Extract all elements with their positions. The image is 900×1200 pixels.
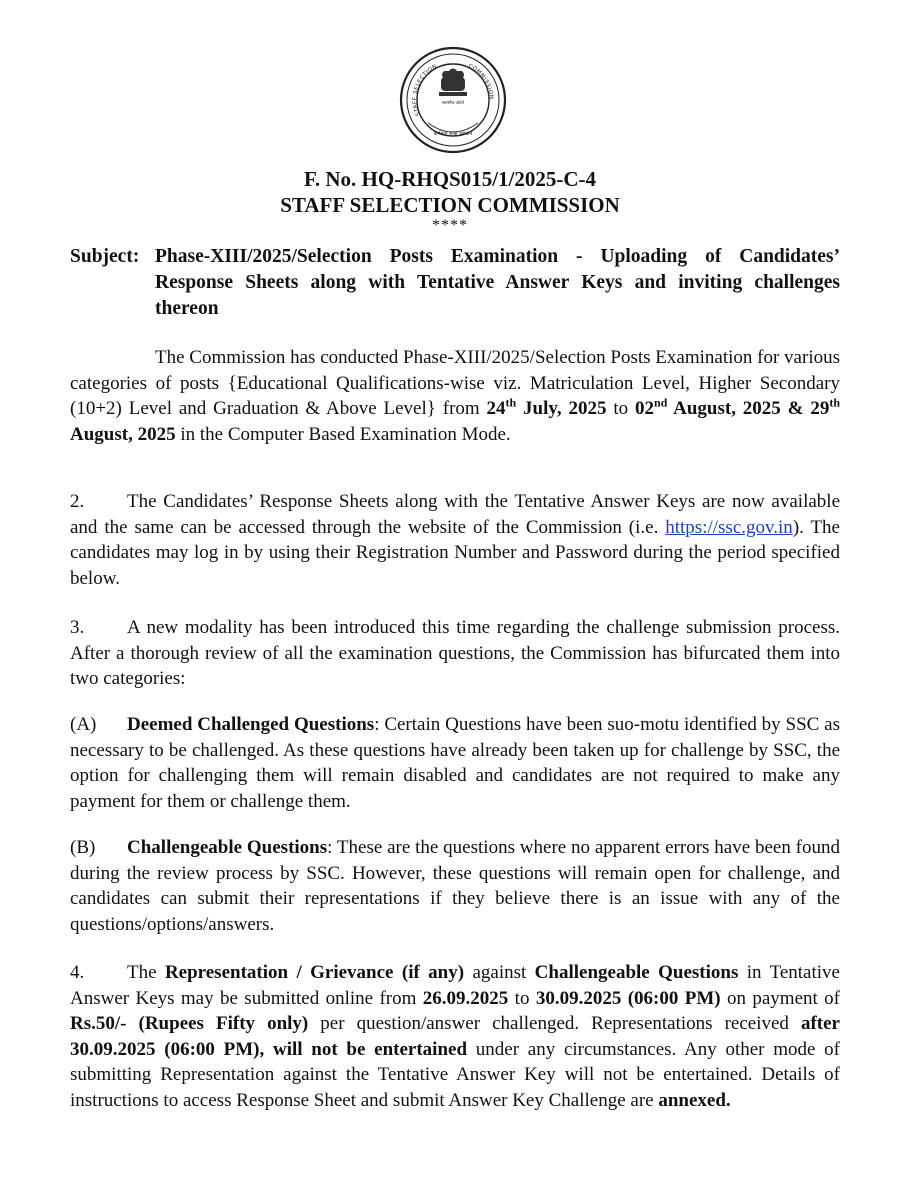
- file-number: F. No. HQ-RHQS015/1/2025-C-4: [303, 167, 597, 191]
- document-header: [0, 166, 900, 234]
- paragraph-3: 3. A new modality has been introduced this time regarding the challenge submission process. After a thorough review of all the examination questions, the Commission has bifurcated them into two categories:: [70, 617, 840, 690]
- category-b: (B) Challengeable Questions: These are the questions where no apparent errors have been found during the review process by SSC. However, these questions will remain open for challenge, and candidates can submit their representations if they believe there is an issue with any of the questions/options/answers.: [70, 837, 840, 935]
- separator-stars: ****: [432, 217, 468, 234]
- paragraph-number: 2.: [70, 491, 85, 512]
- ssc-seal-logo: [398, 45, 508, 155]
- organization-name: STAFF SELECTION COMMISSION: [280, 193, 620, 217]
- seal-inner-text: सत्यमेव जयते: [441, 101, 465, 106]
- category-a: (A) Deemed Challenged Questions: Certain Questions have been suo-motu identified by SSC as necessary to be challenged. As these questions have already been taken up for challenge by SSC, the option for challenging them will remain disabled and candidates are not required to make any payment for them or challenge them.: [70, 714, 841, 812]
- svg-text:STAFF SELECTION: STAFF SELECTION: [412, 63, 439, 117]
- svg-text:COMMISSION: COMMISSION: [467, 63, 494, 100]
- category-b-title: Challengeable Questions: [127, 837, 328, 858]
- paragraph-2: 2. The Candidates’ Response Sheets along with the Tentative Answer Keys are now available and the same can be accessed through the website of the Commission (i.e. https://ssc.gov.in). The candidates may log in by using their Registration Number and Password during the period specified below.: [70, 491, 840, 589]
- subject-label: Subject:: [70, 246, 140, 267]
- paragraph-number: 3.: [70, 617, 85, 638]
- paragraph-1: The Commission has conducted Phase-XIII/2025/Selection Posts Examination for various categories of posts {Educational Qualifications-wise viz. Matriculation Level, Higher Secondary (10+2) Level and Graduation & Above Level} from 24th July, 2025 to 02nd August, 2025 & 29th August, 2025 in the Computer Based Examination Mode.: [70, 347, 840, 445]
- category-a-title: Deemed Challenged Questions: [127, 714, 375, 735]
- category-marker: (B): [70, 837, 96, 858]
- subject-text: Phase-XIII/2025/Selection Posts Examination - Uploading of Candidates’ Response Sheets along with Tentative Answer Keys and inviting challenges thereon: [155, 246, 840, 319]
- paragraph-4: 4. The Representation / Grievance (if any) against Challengeable Questions in Tentative Answer Keys may be submitted online from 26.09.2025 to 30.09.2025 (06:00 PM) on payment of Rs.50/- (Rupees Fifty only) per question/answer challenged. Representations received after 30.09.2025 (06:00 PM), will not be entertained under any circumstances. Any other mode of submitting Representation against the Tentative Answer Key will not be entertained. Details of instructions to access Response Sheet and submit Answer Key Challenge are annexed.: [70, 962, 841, 1111]
- subject-block: [70, 244, 840, 322]
- paragraph-number: 4.: [70, 962, 85, 983]
- seal-motto: कर्मठता साक्ष अवदान: [433, 131, 473, 137]
- ssc-website-link[interactable]: https://ssc.gov.in: [665, 516, 793, 538]
- category-marker: (A): [70, 714, 97, 735]
